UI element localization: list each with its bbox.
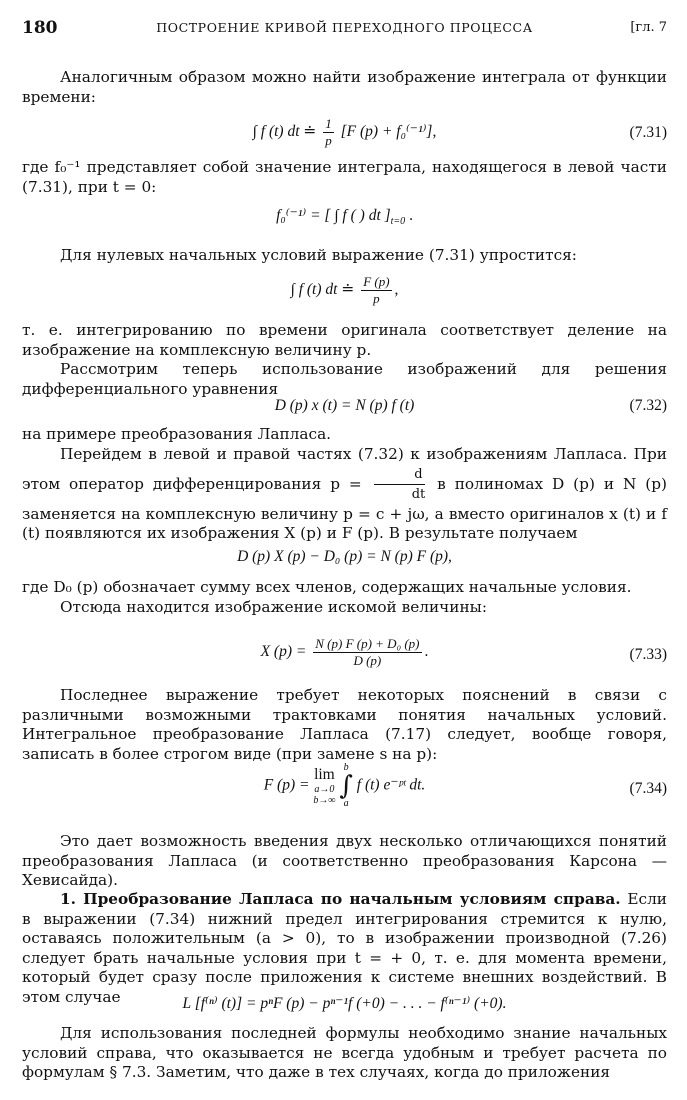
eq734-integral-limits (339, 762, 353, 810)
equation-7-31 (22, 116, 667, 149)
eq734-sub1: a→0 (314, 784, 335, 795)
eq731-left: ∫ f (t) dt ≐ (252, 123, 317, 141)
paragraph-7b: в полиномах D (p) и N (p) заменяется на комплексную величину p = c + jω, а вместо оригиналов x (t) и f (t) появляются их изображения X (p) и F (p). В результате получаем (22, 474, 667, 542)
eq731-number: (7.31) (629, 124, 667, 141)
running-title: ПОСТРОЕНИЕ КРИВОЙ ПЕРЕХОДНОГО ПРОЦЕССА (156, 20, 533, 35)
eq-simpl-den: p (373, 291, 380, 306)
deriv-den: dt (411, 487, 426, 502)
eq733-den: D (p) (353, 653, 382, 668)
eq733-num: N (p) F (p) + D₀ (p) (315, 636, 420, 651)
equation-f0: f₀⁽⁻¹⁾ = [ ∫ f ( ) dt ]$_{t=0}$ . (276, 207, 413, 228)
paragraph-5: Рассмотрим теперь использование изображений для решения дифференциального уравнения (22, 360, 667, 398)
eq-dx-body: D (p) X (p) − D₀ (p) = N (p) F (p), (237, 548, 452, 565)
equation-7-33: X (p) = $\frac{\text{N (p) F (p) + D₀ (p)}}{D (p)}$ . (7.33) (260, 636, 667, 668)
paragraph-7a: Перейдем в левой и правой частях (7.32) к изображениям Лапласа. При этом оператор дифференцирования p = (22, 445, 667, 493)
paragraph-2: где f₀⁻¹ представляет собой значение интеграла, находящегося в левой части (7.31), при t = 0: (22, 158, 667, 196)
eq733-number: (7.33) (629, 646, 667, 663)
eq-L-body: L [f⁽ⁿ⁾ (t)] = pⁿF (p) − pⁿ⁻¹f (+0) − . . . − f⁽ⁿ⁻¹⁾ (+0). (182, 995, 507, 1012)
eq734-body: f (t) e⁻ᵖᵗ dt. (356, 776, 426, 794)
deriv-num: d (374, 465, 426, 486)
equation-simplified: ∫ f (t) dt ≐ $\frac{F (p)}{p}$ , (290, 274, 399, 306)
eq731-num: 1 (325, 116, 332, 131)
paragraph-7 (22, 445, 667, 544)
eq-simpl-fraction (361, 274, 391, 307)
paragraph-12-body: Если в выражении (7.34) нижний предел интегрирования стремится к нулю, оставаясь положительным (a > 0), то в изображении производной (7.26) следует брать начальные условия при t = + 0, т. е. для момента времени, который будет сразу после приложения к системе внешних воздействий. В этом случае (22, 890, 667, 1006)
eq-simpl-num: F (p) (363, 274, 390, 289)
paragraph-1: Аналогичным образом можно найти изображение интеграла от функции времени: (22, 68, 667, 106)
equation-7-34 (22, 762, 667, 810)
running-header (22, 18, 667, 40)
paragraph-13: Для использования последней формулы необходимо знание начальных условий справа, что оказывается не всегда удобным и требует расчета по формулам § 7.3. Заметим, что даже в тех случаях, когда до приложения (22, 1024, 667, 1081)
eq-f0-sub: t=0 (390, 216, 406, 228)
eq732-body: D (p) x (t) = N (p) f (t) (274, 397, 415, 414)
paragraph-3: Для нулевых начальных условий выражение (7.31) упростится: (60, 246, 577, 264)
paragraph-11: Это дает возможность введения двух несколько отличающихся понятий преобразования Лапласа (и соответственно преобразования Карсона — Хевисайда). (22, 832, 667, 889)
eq-f0-body: f₀⁽⁻¹⁾ = [ ∫ f ( ) dt ] (276, 207, 391, 224)
page-number: 180 (22, 18, 58, 38)
integral-sign: ∫ (339, 771, 353, 801)
eq731-fraction (323, 116, 334, 149)
equation-dx (22, 548, 667, 566)
eq734-number: (7.34) (629, 780, 667, 797)
eq733-left: X (p) = (260, 643, 307, 661)
paragraph-9: Отсюда находится изображение искомой величины: (60, 598, 488, 616)
derivative-fraction (374, 465, 426, 505)
eq732-number: (7.32) (629, 397, 667, 414)
eq731-den: p (325, 133, 332, 148)
paragraph-6: на примере преобразования Лапласа. (22, 425, 332, 443)
paragraph-10: Последнее выражение требует некоторых пояснений в связи с различными возможными трактовками понятия начальных условий. Интегральное преобразование Лапласа (7.17) следует, вообще говоря, записать в более строгом виде (при замене s на p): (22, 686, 667, 763)
eq-simpl-left: ∫ f (t) dt ≐ (290, 281, 355, 299)
eq734-lower: a (343, 798, 349, 809)
eq734-sub2: b→∞ (313, 795, 336, 806)
eq731-right: [F (p) + f₀⁽⁻¹⁾], (340, 123, 437, 141)
paragraph-4: т. е. интегрированию по времени оригинала соответствует деление на изображение на комплексную величину p. (22, 321, 667, 359)
paragraph-12 (22, 890, 667, 1007)
eq734-lim-word: lim (314, 766, 335, 783)
chapter-label: [гл. 7 (630, 20, 667, 35)
equation-laplace-derivative (22, 994, 667, 1013)
equation-7-32 (22, 397, 667, 415)
section-heading: 1. Преобразование Лапласа по начальным условиям справа. (60, 890, 621, 908)
paragraph-8: где D₀ (p) обозначает сумму всех членов, содержащих начальные условия. (22, 578, 632, 596)
eq733-fraction (313, 636, 421, 669)
eq734-limit (313, 766, 335, 806)
eq734-left: F (p) = (263, 776, 310, 794)
eq734-upper: b (343, 762, 349, 773)
